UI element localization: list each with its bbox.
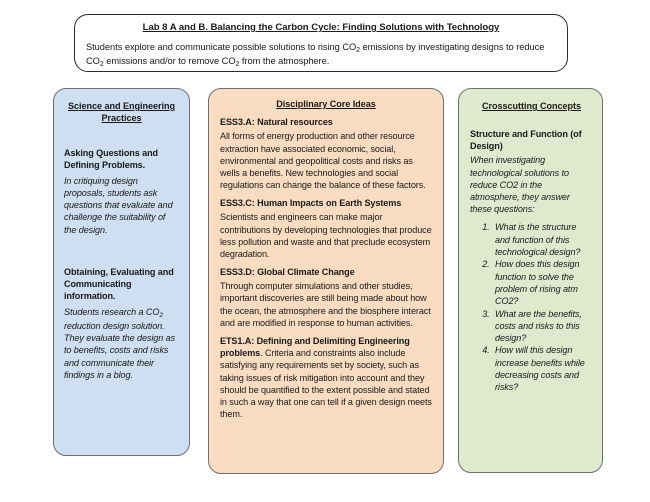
core-ideas-ets1a-heading: ETS1.A: Defining and Delimiting Engineering problems (220, 336, 410, 359)
practices-column-heading: Science and Engineering Practices (68, 101, 175, 124)
practices-section2-body-part2: reduction design solution. They evaluate the design as to benefits, costs and risks and communicate their findings in a blog. (64, 321, 176, 380)
header-line2-subscript1: 2 (99, 61, 104, 69)
core-ideas-ess3d-heading: ESS3.D: Global Climate Change (220, 267, 355, 278)
header-line2-part3: from the atmosphere. (239, 56, 330, 67)
header-line2-subscript2: 2 (235, 61, 240, 69)
header-line1-part2: emissions by investigating (360, 42, 470, 52)
header-line2-part1: designs to reduce CO (86, 42, 545, 67)
list-item: 4. How will this design increase benefits while decreasing costs and risks? (492, 344, 593, 393)
column-science-and-engineering-practices (53, 88, 190, 456)
list-item: 3. What are the benefits, costs and risks to this design? (492, 308, 593, 345)
crosscutting-section-heading: Structure and Function (of Design) (470, 129, 582, 152)
page-title: Lab 8 A and B. Balancing the Carbon Cycle: Finding Solutions with Technology (142, 22, 500, 33)
core-ideas-ess3c-body: Scientists and engineers can make major contributions by developing technologies that produce less pollution and waste and that preclude ecosystem degradation. (220, 212, 432, 260)
core-ideas-ess3c-block (220, 197, 432, 260)
practices-section2-body-part1: Students research a CO (64, 306, 160, 317)
header-line1-subscript: 2 (356, 47, 361, 54)
column-disciplinary-core-ideas (208, 88, 444, 474)
practices-section2-body (64, 306, 179, 381)
crosscutting-spacer-top (470, 112, 593, 128)
practices-section2-heading: Obtaining, Evaluating and Communicating information. (64, 266, 174, 301)
crosscutting-questions-list (470, 221, 593, 393)
practices-section1-body: In critiquing design proposals, students ask questions that evaluate and challenge the suitability of the design. (64, 175, 173, 235)
column-crosscutting-concepts (458, 88, 603, 473)
practices-spacer-mid (64, 236, 179, 266)
list-item: 2. How does this design function to solve the problem of rising atm CO2? (492, 258, 593, 307)
list-item: 1. What is the structure and function of this technological design? (492, 221, 593, 258)
crosscutting-column-heading: Crosscutting Concepts (482, 101, 581, 111)
core-ideas-ess3a-body: All forms of energy production and other resource extraction have associated economic, social, environmental and geopolitical costs and risks as wells a benefits. New technologies and social regulations can change the balance of these factors. (220, 131, 426, 191)
header-banner (74, 14, 568, 72)
core-ideas-column-heading: Disciplinary Core Ideas (276, 99, 376, 109)
header-line1-part1: Students explore and communicate possible solutions to rising CO (86, 42, 357, 52)
practices-spacer-top (64, 125, 179, 147)
core-ideas-ess3d-block (220, 266, 432, 329)
practices-section1-heading: Asking Questions and Defining Problems. (64, 147, 159, 170)
core-ideas-ess3c-heading: ESS3.C: Human Impacts on Earth Systems (220, 198, 402, 209)
header-line2-part2: emissions and/or to remove CO (103, 56, 236, 67)
core-ideas-ess3d-body: Through computer simulations and other studies, important discoveries are still being made about how the ocean, the atmosphere and the biosphere interact and are modified in response to human activities. (220, 281, 431, 328)
core-ideas-ets1a-body: . Criteria and constraints also include satisfying any requirements set by society, such as taking issues of risk mitigation into account and they should be quantified to the extent possible and stated in such a way that one can tell if a given design meets them. (220, 348, 432, 420)
practices-section2-subscript: 2 (159, 311, 164, 319)
core-ideas-ess3a-block (220, 116, 432, 191)
core-ideas-ets1a-text (220, 335, 432, 420)
core-ideas-ess3a-heading: ESS3.A: Natural resources (220, 117, 333, 128)
crosscutting-section-body: When investigating technological solutions to reduce CO2 in the atmosphere, they answer these questions: (470, 155, 570, 215)
core-ideas-ets1a-block (220, 335, 432, 420)
header-description (86, 41, 556, 69)
